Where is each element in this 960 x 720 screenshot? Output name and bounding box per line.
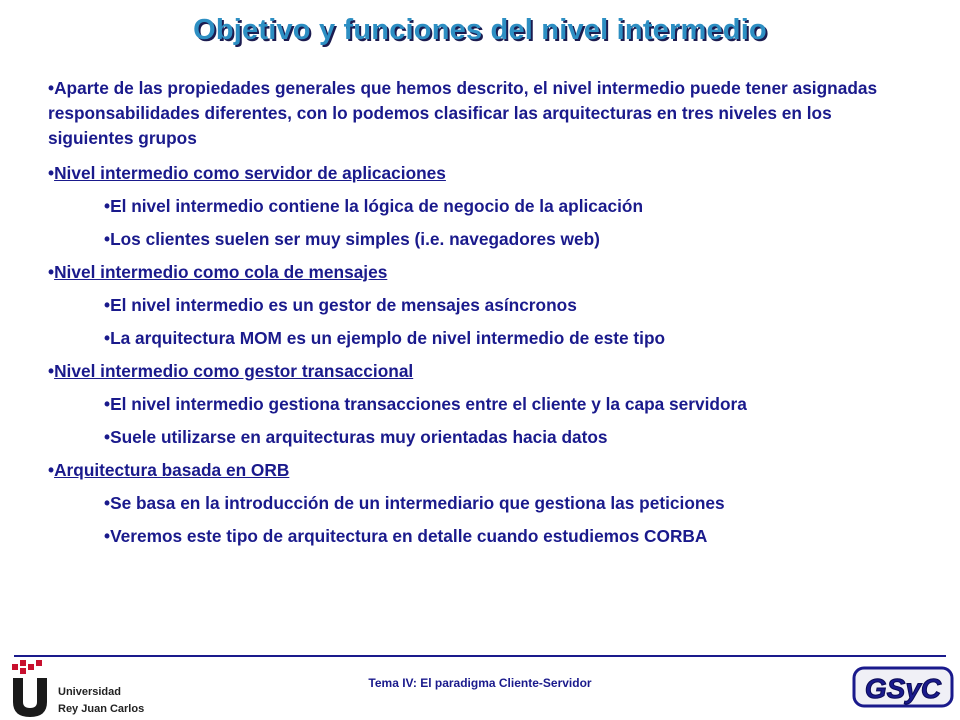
intro-bullet <box>48 76 908 151</box>
footer-divider <box>14 655 946 657</box>
section-heading-transaction-manager <box>48 359 928 384</box>
list-item <box>48 524 928 549</box>
list-item <box>48 194 928 219</box>
university-line-1: Universidad <box>58 686 121 698</box>
bullet-dot: • <box>104 427 111 447</box>
list-item <box>48 491 928 516</box>
list-item-text: Los clientes suelen ser muy simples (i.e. navegadores web) <box>110 229 600 249</box>
bullet-dot: • <box>48 163 55 183</box>
section-heading-text: Nivel intermedio como servidor de aplicaciones <box>54 163 446 183</box>
list-item <box>48 293 928 318</box>
list-item-text: El nivel intermedio es un gestor de mensajes asíncronos <box>110 295 577 315</box>
bullet-dot: • <box>104 328 111 348</box>
list-item-text: Suele utilizarse en arquitecturas muy orientadas hacia datos <box>110 427 608 447</box>
list-item-text: La arquitectura MOM es un ejemplo de nivel intermedio de este tipo <box>110 328 666 348</box>
bullet-dot: • <box>104 196 111 216</box>
slide-title: Objetivo y funciones del nivel intermedio <box>193 14 767 46</box>
section-heading-text: Nivel intermedio como cola de mensajes <box>54 262 388 282</box>
bullet-dot: • <box>104 295 111 315</box>
bullet-dot: • <box>48 78 55 98</box>
bullet-dot: • <box>104 394 111 414</box>
bullet-dot: • <box>104 526 111 546</box>
gsyc-logo-text: GSyC <box>864 673 942 704</box>
list-item-text: El nivel intermedio contiene la lógica de negocio de la aplicación <box>110 196 644 216</box>
list-item <box>48 326 928 351</box>
bullet-dot: • <box>104 493 111 513</box>
section-heading-app-server <box>48 161 928 186</box>
gsyc-logo <box>852 664 954 710</box>
intro-text: Aparte de las propiedades generales que hemos descrito, el nivel intermedio puede tener asignadas responsabilidades diferentes, con lo podemos clasificar las arquitecturas en tres niveles en los siguientes grupos <box>48 78 878 148</box>
list-item-text: El nivel intermedio gestiona transacciones entre el cliente y la capa servidora <box>110 394 747 414</box>
list-item <box>48 392 928 417</box>
list-item <box>48 425 928 450</box>
section-heading-text: Nivel intermedio como gestor transaccional <box>54 361 414 381</box>
section-heading-message-queue <box>48 260 928 285</box>
slide-content <box>48 76 928 557</box>
section-heading-text: Arquitectura basada en ORB <box>54 460 290 480</box>
bullet-dot: • <box>48 460 55 480</box>
bullet-dot: • <box>48 361 55 381</box>
list-item <box>48 227 928 252</box>
list-item-text: Se basa en la introducción de un intermediario que gestiona las peticiones <box>110 493 725 513</box>
footer-topic: Tema IV: El paradigma Cliente-Servidor <box>368 676 592 690</box>
bullet-dot: • <box>104 229 111 249</box>
section-heading-orb <box>48 458 928 483</box>
university-line-2: Rey Juan Carlos <box>58 703 145 715</box>
bullet-dot: • <box>48 262 55 282</box>
list-item-text: Veremos este tipo de arquitectura en detalle cuando estudiemos CORBA <box>110 526 708 546</box>
